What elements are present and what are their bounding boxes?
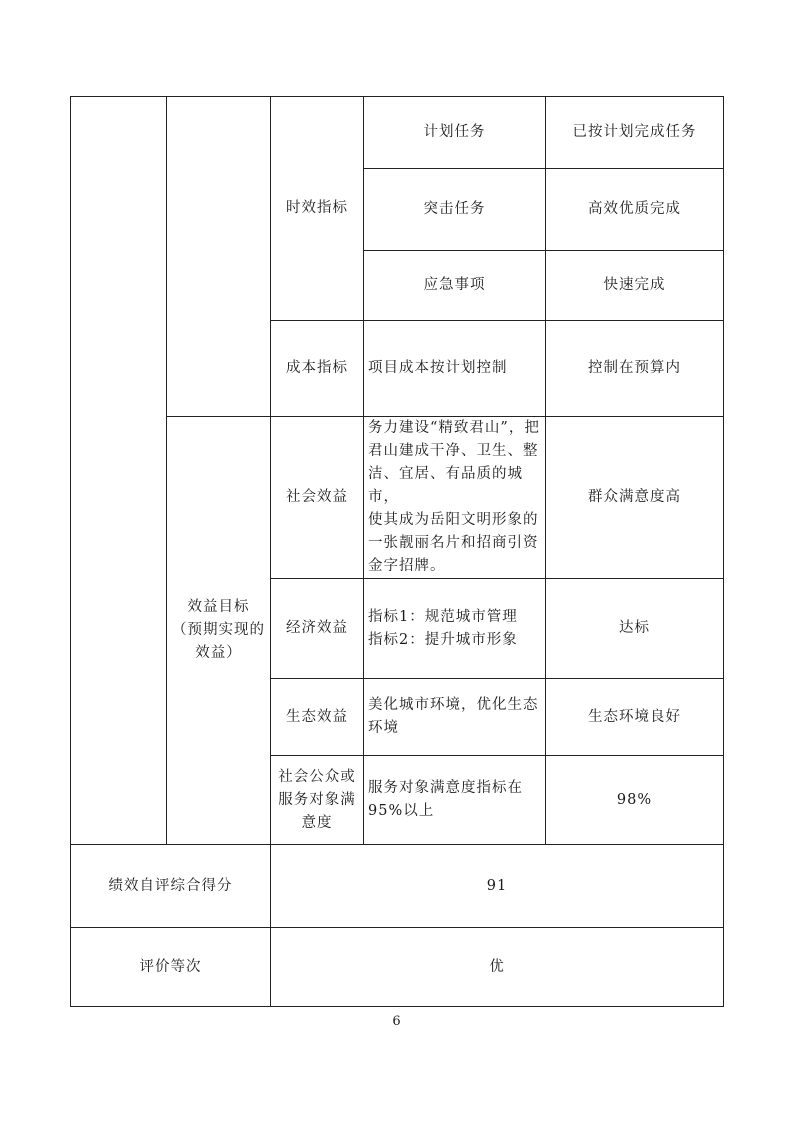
- value-cell: 98%: [546, 756, 724, 845]
- metric-cell: [364, 756, 546, 845]
- table-row: [71, 845, 724, 928]
- metric-line: 美化城市环境，优化生态: [368, 697, 539, 713]
- category-line: 意度: [301, 814, 333, 831]
- category-line: 社会公众或: [278, 768, 356, 785]
- timeliness-category-cell: 时效指标: [271, 97, 364, 321]
- category-line: 服务对象满: [278, 791, 356, 808]
- value-cell: 达标: [546, 579, 724, 679]
- value-cell: 高效优质完成: [546, 169, 724, 251]
- metric-line: 使其成为岳阳文明形象的: [368, 512, 539, 528]
- page-number: 6: [392, 1014, 401, 1029]
- benefit-goal-line: 效益目标: [187, 599, 250, 615]
- metric-line: 务力建设“精致君山”，把: [368, 420, 540, 436]
- value-cell: 控制在预算内: [546, 321, 724, 417]
- metric-cell: [364, 679, 546, 756]
- metric-line: 指标2：提升城市形象: [368, 631, 518, 648]
- metric-cell: 应急事项: [364, 251, 546, 321]
- score-value-cell: 91: [271, 845, 724, 928]
- metric-line: 95%以上: [368, 803, 435, 819]
- metric-line: 一张靓丽名片和招商引资: [368, 535, 539, 551]
- benefit-goal-line: 效益）: [195, 645, 242, 661]
- blank-second-column-cell: [167, 97, 271, 417]
- blank-first-column-cell: [71, 97, 167, 845]
- grade-value-cell: 优: [271, 928, 724, 1007]
- social-benefit-category-cell: 社会效益: [271, 417, 364, 579]
- economic-benefit-category-cell: 经济效益: [271, 579, 364, 679]
- metric-line: 洁、宜居、有品质的城市，: [368, 466, 523, 505]
- benefit-goal-cell: [167, 417, 271, 845]
- value-cell: 已按计划完成任务: [546, 97, 724, 169]
- ecological-benefit-category-cell: 生态效益: [271, 679, 364, 756]
- value-cell: 快速完成: [546, 251, 724, 321]
- metric-cell: 突击任务: [364, 169, 546, 251]
- cost-category-cell: 成本指标: [271, 321, 364, 417]
- value-cell: 生态环境良好: [546, 679, 724, 756]
- table-row: [71, 97, 724, 169]
- metric-cell: 项目成本按计划控制: [364, 321, 546, 417]
- metric-line: 金字招牌。: [368, 558, 446, 574]
- metric-line: 服务对象满意度指标在: [368, 780, 523, 796]
- table-row: [71, 928, 724, 1007]
- metric-line: 环境: [368, 720, 399, 736]
- metric-cell: [364, 579, 546, 679]
- satisfaction-category-cell: [271, 756, 364, 845]
- metric-line: 君山建成干净、卫生、整: [368, 443, 539, 459]
- metric-line: 指标1：规范城市管理: [368, 608, 518, 625]
- performance-table: [70, 96, 724, 1007]
- value-cell: 群众满意度高: [546, 417, 724, 579]
- metric-cell: [364, 417, 546, 579]
- benefit-goal-line: （预期实现的: [172, 622, 265, 638]
- grade-label-cell: 评价等次: [71, 928, 271, 1007]
- metric-cell: 计划任务: [364, 97, 546, 169]
- table-row: [71, 417, 724, 579]
- score-label-cell: 绩效自评综合得分: [71, 845, 271, 928]
